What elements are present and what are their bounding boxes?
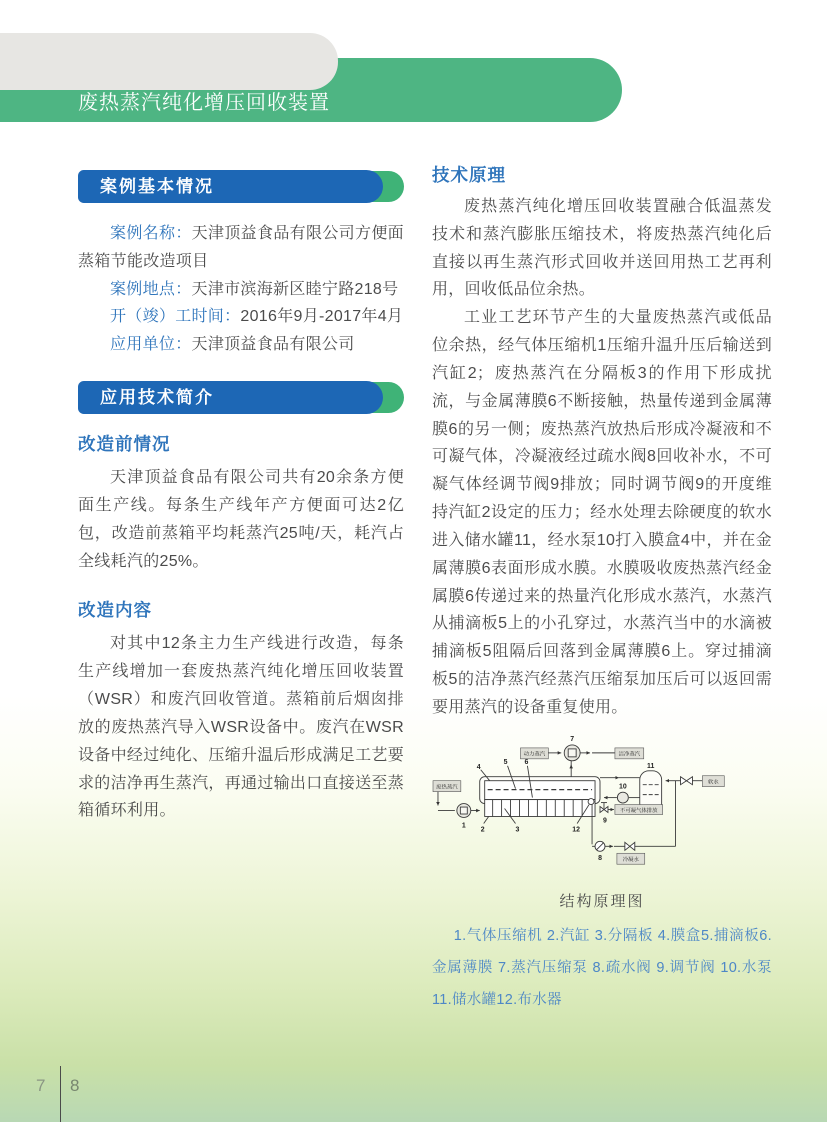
- section-banner-tech-intro: [78, 381, 404, 414]
- case-dates-value: 2016年9月-2017年4月: [240, 308, 404, 326]
- component-number-4: 4: [476, 763, 481, 771]
- component-number-8: 8: [598, 854, 602, 862]
- soft-water-label: 软水: [707, 779, 719, 786]
- right-column: [432, 162, 772, 1017]
- component-number-1: 1: [461, 822, 466, 830]
- component-number-10: 10: [619, 783, 627, 791]
- diagram-legend: 1.气体压缩机 2.汽缸 3.分隔板 4.膜盒5.捕滴板6.金属薄膜 7.蒸汽压缩泵 8.疏水阀 9.调节阀 10.水泵 11.储水罐12.布水器: [432, 927, 772, 1008]
- case-user-row: [78, 331, 404, 359]
- page-title: 废热蒸汽纯化增压回收装置: [78, 92, 330, 114]
- subsection-heading-before: 改造前情况: [78, 434, 171, 455]
- component-number-5: 5: [503, 758, 508, 766]
- power-steam-label: 动力蒸汽: [523, 751, 546, 758]
- tech-principle-heading: 技术原理: [432, 165, 506, 185]
- case-dates-label: 开（竣）工时间：: [110, 308, 241, 326]
- case-user-value: 天津顶益食品有限公司: [191, 336, 355, 354]
- retrofit-content-paragraph: 对其中12条主力生产线进行改造，每条生产线增加一套废热蒸汽纯化增压回收装置（WSR）和废汽回收管道。蒸箱前后烟囱排放的废热蒸汽导入WSR设备中。废汽在WSR设备中经过纯化、压缩升温后形成满足工艺要求的洁净再生蒸汽，再通过输出口直接送至蒸箱循环利用。: [78, 635, 405, 820]
- left-column: [78, 170, 404, 825]
- condensate-label: 冷凝水: [622, 856, 639, 863]
- schematic-diagram: [432, 732, 770, 881]
- tech-principle-paragraph-2: 工业工艺环节产生的大量废热蒸汽或低品位余热，经气体压缩机1压缩升温升压后输送到汽缸2；废热蒸汽在分隔板3的作用下形成扰流，与金属薄膜6不断接触，热量传递到金属薄膜6的另一侧；废热蒸汽放热后形成冷凝液和不可凝气体，冷凝液经过疏水阀8回收补水，不可凝气体经调节阀9排放；同时调节阀9的开度维持汽缸2设定的压力；经水处理去除硬度的软水进入储水罐11，经水泵10打入膜盒4中，并在金属薄膜6表面形成水膜。水膜吸收废热蒸汽经金属膜6传递过来的热量汽化形成水蒸汽，水蒸汽从捕滴板5上的小孔穿过，水蒸汽当中的水滴被捕滴板5阻隔后回落到金属薄膜6上。穿过捕滴板5的洁净蒸汽经蒸汽压缩泵加压后可以返回需要用蒸汽的设备重复使用。: [432, 309, 772, 716]
- footer-divider: [60, 1066, 61, 1122]
- page-number-right: 8: [70, 1076, 80, 1095]
- banner-label: 案例基本情况: [78, 170, 383, 203]
- case-user-label: 应用单位：: [110, 336, 192, 354]
- before-retrofit-paragraph: 天津顶益食品有限公司共有20余条方便面生产线。每条生产线年产方便面可达2亿包，改造前蒸箱平均耗蒸汽25吨/天，耗汽占全线耗汽的25%。: [78, 469, 404, 570]
- case-dates-row: [78, 303, 404, 331]
- component-number-11: 11: [647, 762, 655, 770]
- header-gray-band: [0, 33, 338, 90]
- diagram-caption: 结构原理图: [559, 892, 645, 910]
- component-number-7: 7: [570, 735, 575, 743]
- case-name-label: 案例名称：: [110, 225, 192, 242]
- case-location-row: [78, 276, 404, 304]
- component-number-9: 9: [603, 817, 607, 825]
- component-number-6: 6: [524, 758, 529, 766]
- component-number-12: 12: [572, 826, 581, 834]
- component-number-2: 2: [480, 826, 485, 834]
- water-pump-symbol: [617, 792, 628, 803]
- case-name-row: [78, 220, 404, 276]
- ncg-discharge-label: 不可凝气体排放: [620, 807, 658, 814]
- tech-principle-paragraph-1: 废热蒸汽纯化增压回收装置融合低温蒸发技术和蒸汽膨胀压缩技术，将废热蒸汽纯化后直接以再生蒸汽形式回收并送回用热工艺再利用，回收低品位余热。: [432, 198, 772, 299]
- water-distributor-symbol: [588, 798, 594, 804]
- inlet-label: 废热蒸汽: [436, 784, 458, 791]
- banner-label: 应用技术简介: [78, 381, 383, 414]
- case-location-label: 案例地点：: [110, 280, 192, 298]
- section-banner-case: [78, 170, 404, 203]
- clean-steam-label: 洁净蒸汽: [618, 751, 641, 758]
- case-name-value: 天津顶益食品有限公司方便面蒸箱节能改造项目: [78, 225, 404, 270]
- subsection-heading-content: 改造内容: [78, 600, 152, 621]
- page-number-left: 7: [36, 1076, 46, 1095]
- component-number-3: 3: [515, 826, 520, 834]
- case-location-value: 天津市滨海新区睦宁路218号: [191, 280, 399, 298]
